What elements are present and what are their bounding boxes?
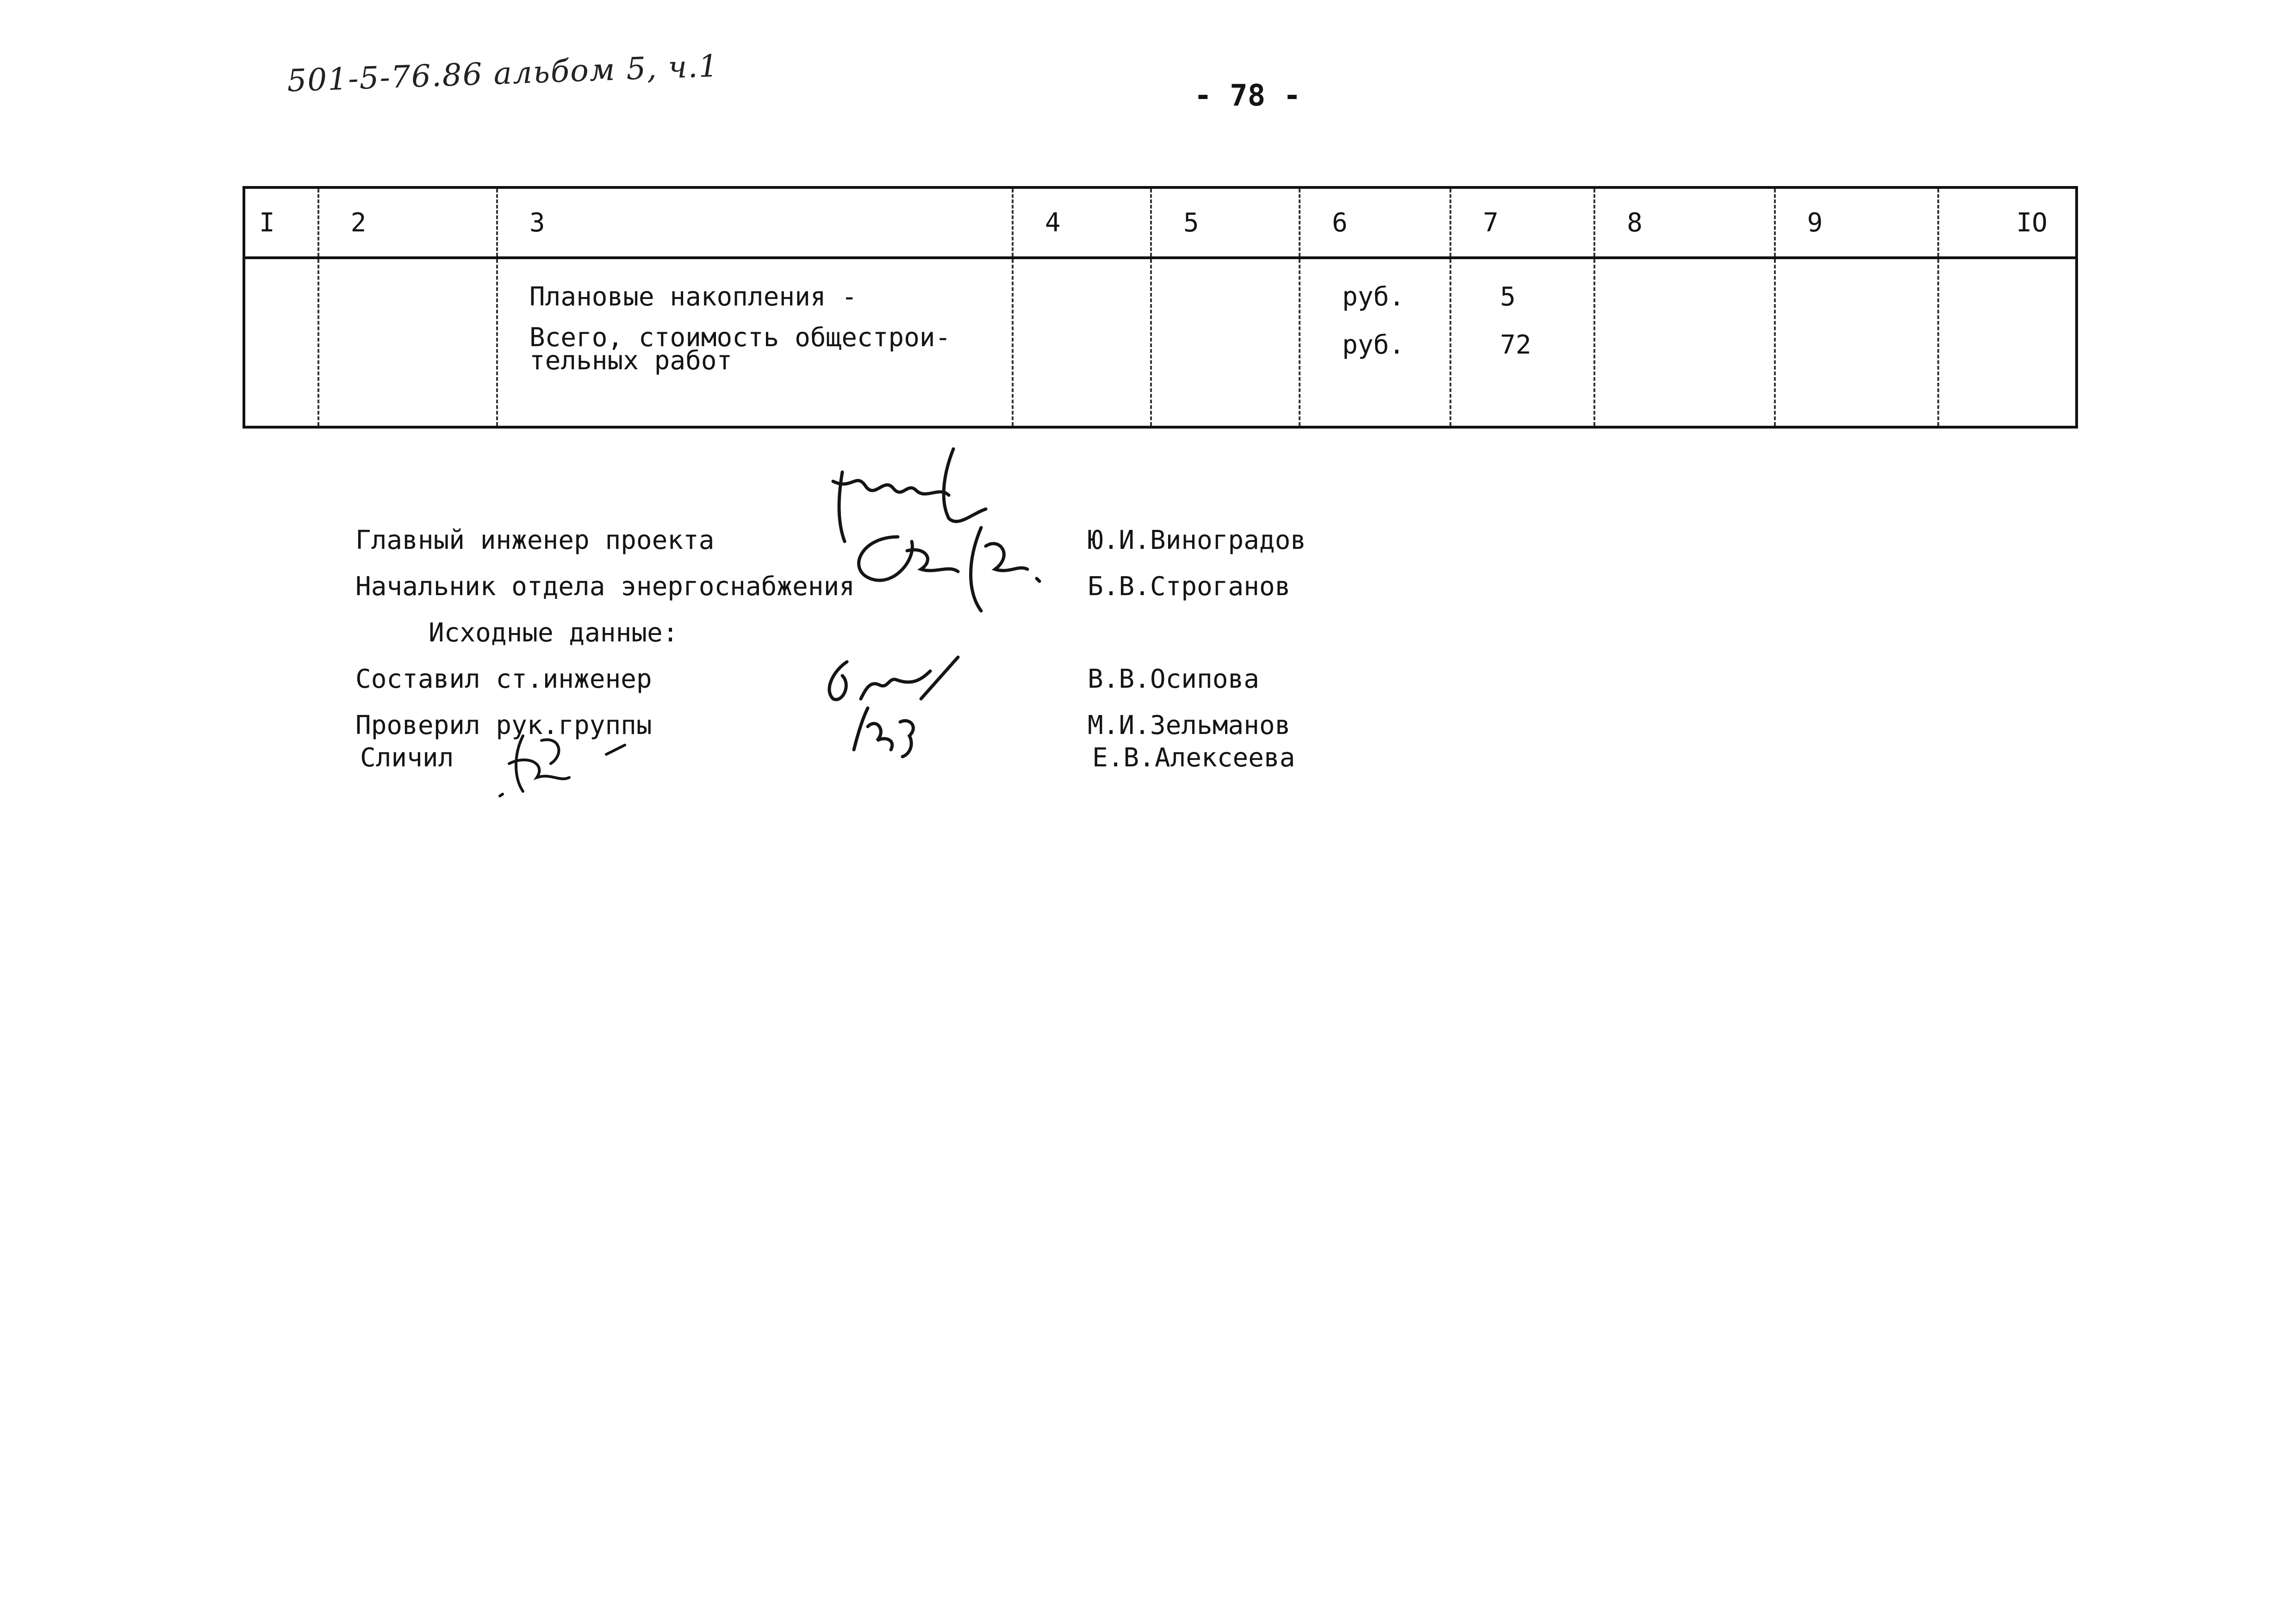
table-cell (1775, 258, 1938, 427)
table-cell (318, 258, 497, 427)
table-header-row (244, 187, 2077, 258)
table-cell (244, 258, 318, 427)
table-row (244, 258, 2077, 427)
name-verified-by: Е.В.Алексеева (1092, 743, 1295, 773)
column-header: 7 (1450, 187, 1594, 258)
name-head-of-department: Б.В.Строганов (1088, 572, 1291, 602)
item-planned-savings: Плановые накопления - (529, 282, 857, 312)
role-verified-by: Сличил (360, 743, 454, 773)
page-number: - 78 - (1194, 79, 1301, 113)
table-cell (1594, 258, 1774, 427)
signature-verified-by (495, 727, 634, 801)
name-checked-by: М.И.Зельманов (1088, 710, 1291, 740)
column-header: 2 (318, 187, 497, 258)
signature-checked-by (845, 699, 937, 759)
column-header: IO (1938, 187, 2077, 258)
column-header: 8 (1594, 187, 1774, 258)
column-header: I (244, 187, 318, 258)
column-header: 4 (1013, 187, 1151, 258)
table-cell (1013, 258, 1151, 427)
item-total-cost: Всего, стоимость общестрои- тельных работ (529, 323, 951, 376)
column-header: 9 (1775, 187, 1938, 258)
role-checked-by: Проверил рук.группы (355, 710, 652, 740)
unit-value: руб. (1342, 282, 1405, 312)
name-compiled-by: В.В.Осипова (1088, 664, 1259, 694)
amount-value: 72 (1500, 330, 1531, 360)
signature-head-of-department (842, 518, 1055, 629)
role-source-data: Исходные данные: (429, 618, 678, 648)
name-empty (1088, 610, 1306, 656)
table-cell (1938, 258, 2077, 427)
table-cell (1151, 258, 1300, 427)
role-chief-engineer: Главный инженер проекта (355, 525, 715, 555)
estimate-table (243, 186, 2078, 429)
column-header: 3 (497, 187, 1013, 258)
name-chief-engineer: Ю.И.Виноградов (1088, 525, 1307, 555)
table-cell-description (497, 258, 1013, 427)
table-cell-amount (1450, 258, 1594, 427)
handwritten-reference: 501-5-76.86 альбом 5, ч.1 (286, 48, 720, 99)
unit-value: руб. (1342, 330, 1405, 360)
column-header: 5 (1151, 187, 1300, 258)
column-header: 6 (1300, 187, 1450, 258)
signature-names (1088, 517, 1306, 774)
role-head-of-department: Начальник отдела энергоснабжения (355, 572, 855, 602)
amount-value: 5 (1500, 282, 1516, 312)
table-cell-unit (1300, 258, 1450, 427)
role-compiled-by: Составил ст.инженер (355, 664, 652, 694)
